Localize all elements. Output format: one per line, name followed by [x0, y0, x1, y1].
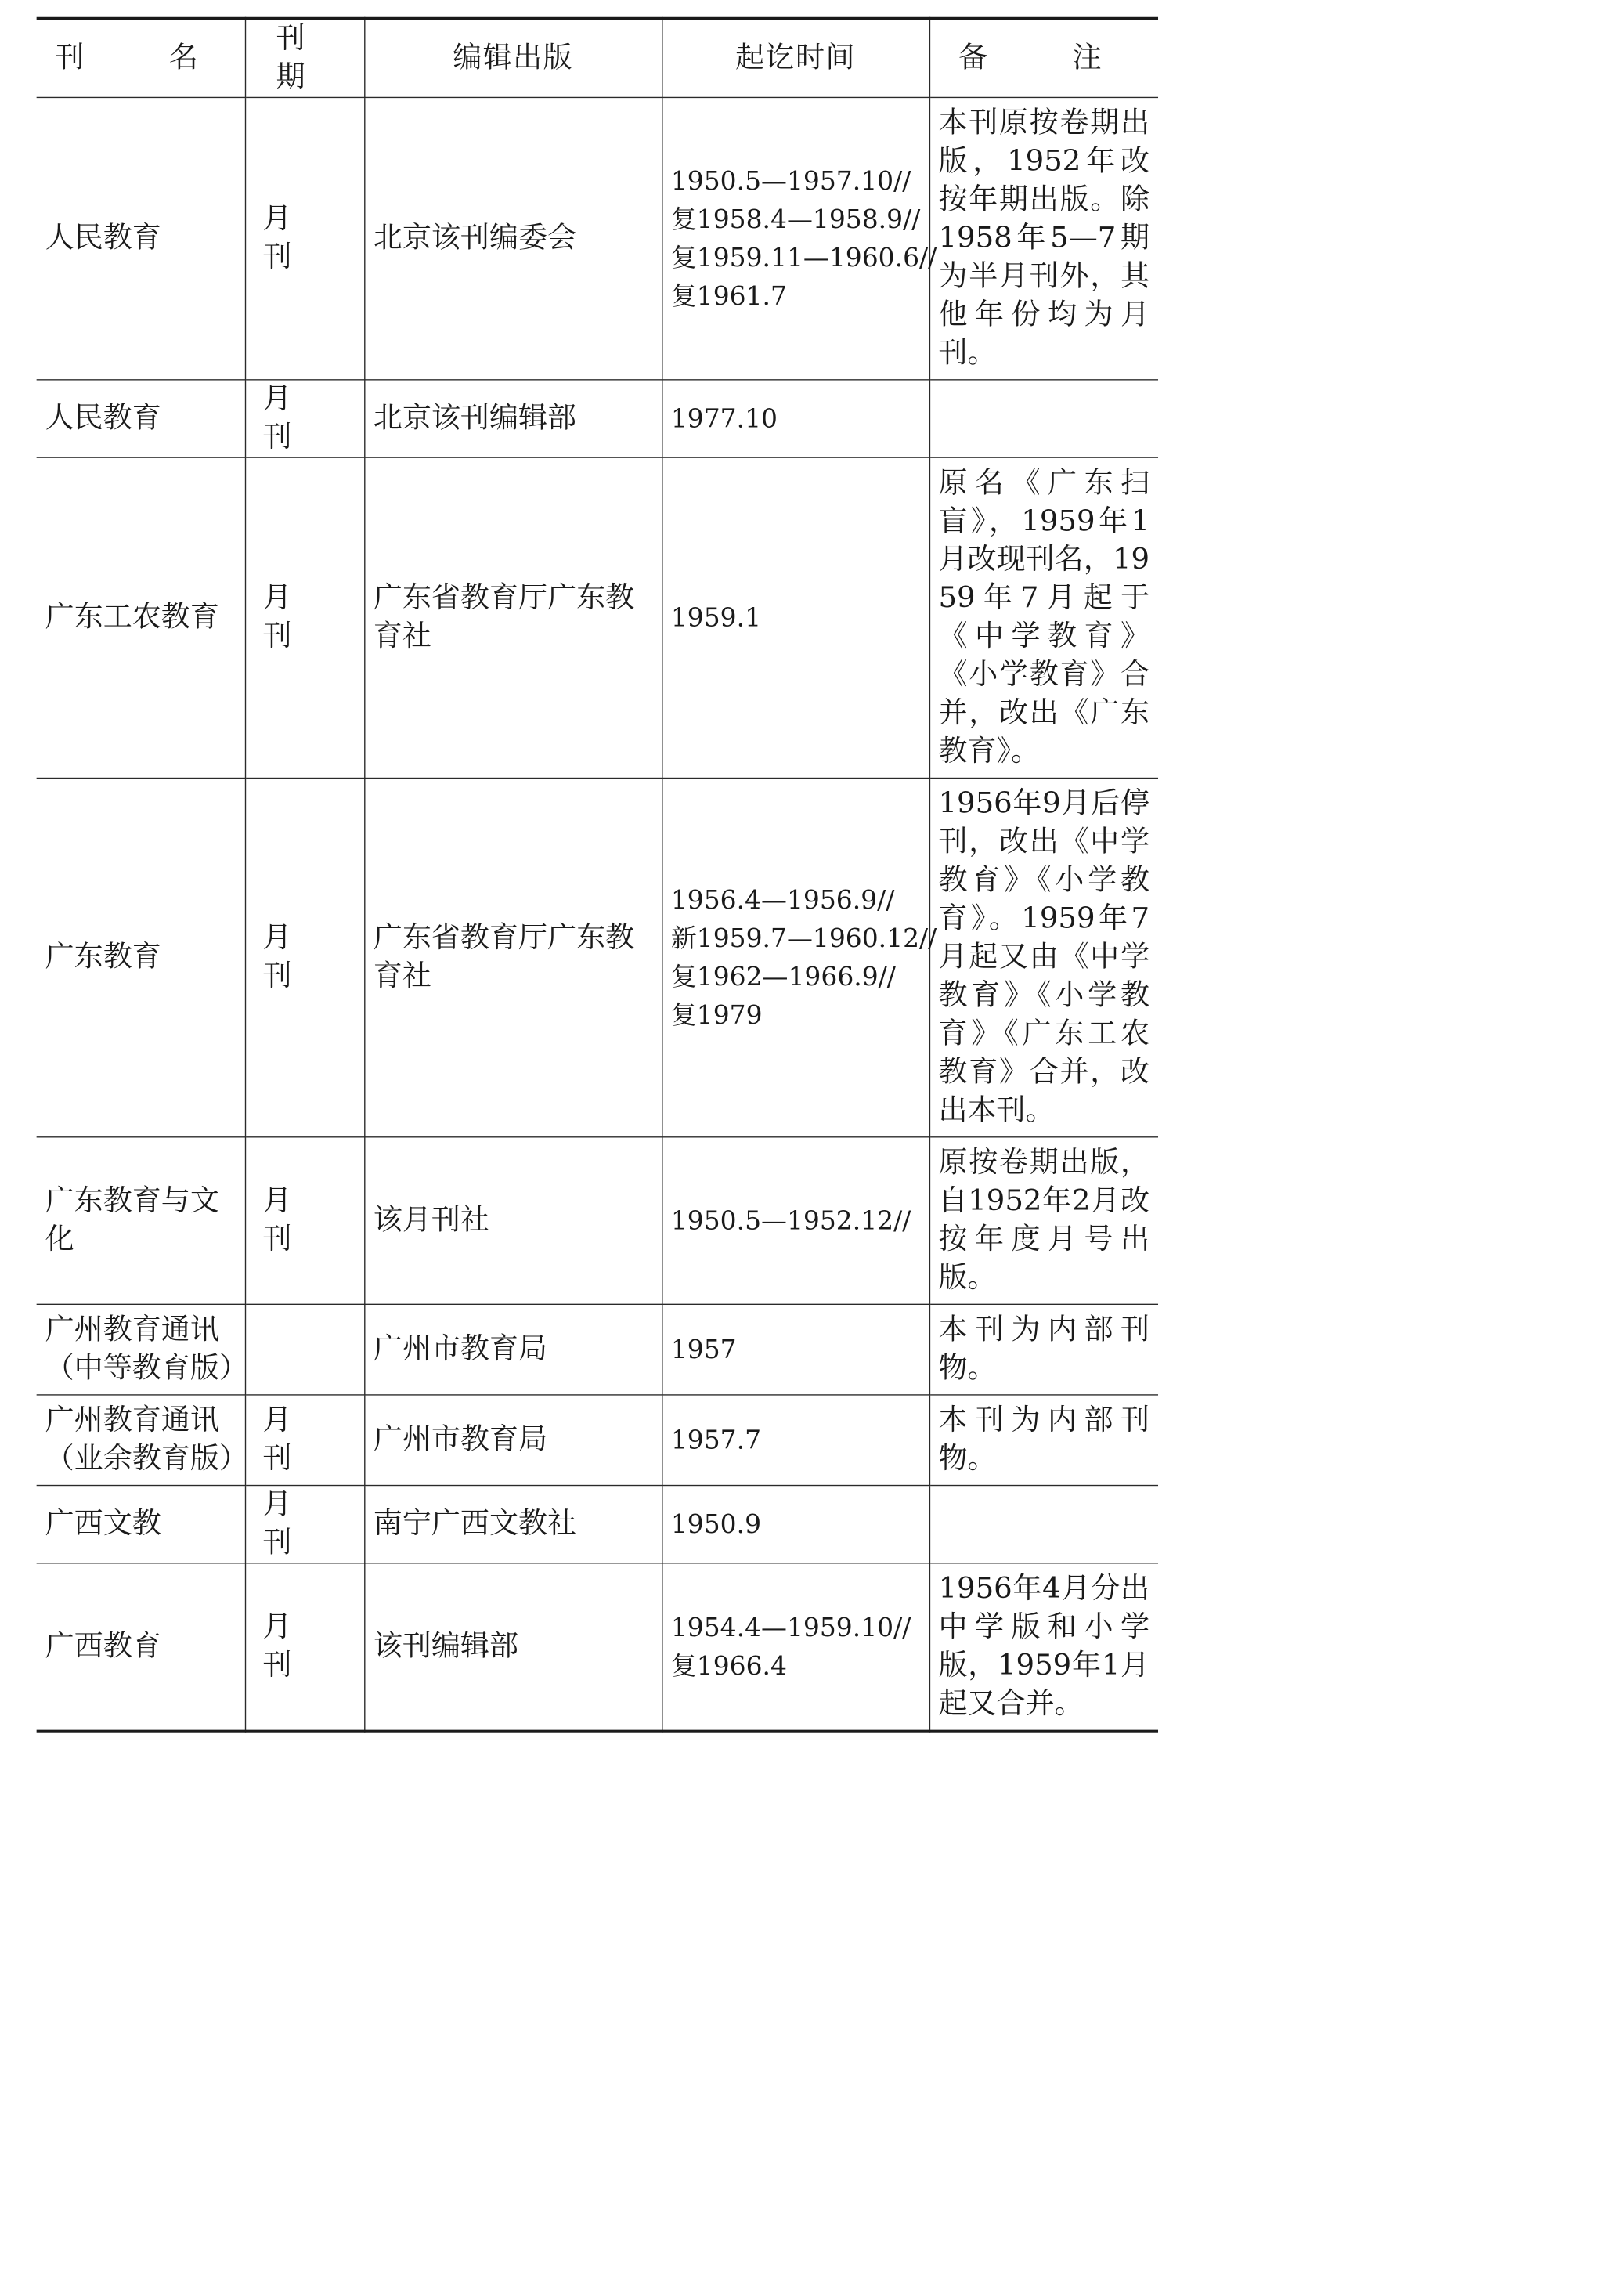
periodicals-table — [37, 17, 1158, 1733]
cell-notes: 原名《广东扫盲》，1959年1月改现刊名，1959年7月起于《中学教育》《小学教育》合并，改出《广东教育》。 — [929, 457, 1158, 778]
cell-date-range — [662, 1304, 929, 1395]
cell-title: 广东教育 — [37, 778, 245, 1136]
table-row — [37, 1304, 1158, 1395]
date-line: 1950.9 — [670, 1509, 762, 1540]
cell-date-range — [662, 1137, 929, 1305]
date-line: 1957.7 — [670, 1425, 762, 1455]
cell-notes: 1956年4月分出中学版和小学版，1959年1月起又合并。 — [929, 1563, 1158, 1732]
date-line: 1950.5—1957.10// — [670, 166, 911, 197]
cell-publisher: 该月刊社 — [364, 1137, 662, 1305]
date-line: 复1962—1966.9// — [670, 962, 896, 992]
table-row — [37, 1486, 1158, 1563]
cell-publisher: 广东省教育厅广东教育社 — [364, 778, 662, 1136]
header-frequency: 刊 期 — [245, 19, 364, 98]
cell-date-range — [662, 380, 929, 457]
cell-publisher: 北京该刊编辑部 — [364, 380, 662, 457]
cell-frequency: 月 刊 — [245, 457, 364, 778]
cell-title: 广西教育 — [37, 1563, 245, 1732]
cell-date-range — [662, 97, 937, 379]
cell-date-range — [662, 1563, 929, 1732]
date-line: 1959.1 — [670, 602, 762, 633]
cell-frequency: 月 刊 — [245, 380, 364, 457]
cell-date-range — [662, 778, 937, 1136]
cell-frequency: 月 刊 — [245, 778, 364, 1136]
cell-title: 广东教育与文化 — [37, 1137, 245, 1305]
cell-frequency — [245, 1304, 364, 1395]
date-line: 新1959.7—1960.12// — [670, 923, 937, 954]
cell-notes — [929, 380, 1158, 457]
cell-frequency: 月 刊 — [245, 1137, 364, 1305]
date-line: 复1966.4 — [670, 1651, 787, 1682]
table-row — [37, 457, 1158, 778]
date-line: 1956.4—1956.9// — [670, 885, 895, 916]
date-line: 复1958.4—1958.9// — [670, 204, 921, 235]
cell-title: 人民教育 — [37, 380, 245, 457]
cell-title: 广州教育通讯（中等教育版） — [37, 1304, 245, 1395]
header-title: 刊 名 — [37, 19, 245, 98]
date-line: 1950.5—1952.12// — [670, 1205, 911, 1236]
cell-notes: 本刊为内部刊物。 — [929, 1395, 1158, 1486]
cell-notes: 本刊原按卷期出版，1952年改按年期出版。除1958年5—7期为半月刊外，其他年份均为月刊。 — [929, 97, 1158, 379]
cell-frequency: 月 刊 — [245, 1395, 364, 1486]
date-line: 1954.4—1959.10// — [670, 1613, 911, 1643]
cell-notes — [929, 1486, 1158, 1563]
cell-notes: 1956年9月后停刊，改出《中学教育》《小学教育》。1959年7月起又由《中学教育》《小学教育》《广东工农教育》合并，改出本刊。 — [929, 778, 1158, 1136]
cell-title: 广西文教 — [37, 1486, 245, 1563]
cell-publisher: 南宁广西文教社 — [364, 1486, 662, 1563]
header-date-range: 起讫时间 — [662, 19, 929, 98]
cell-date-range — [662, 1395, 929, 1486]
date-line: 复1979 — [670, 1000, 763, 1031]
table-row — [37, 778, 1158, 1136]
date-line: 1957 — [670, 1335, 737, 1365]
cell-publisher: 广州市教育局 — [364, 1304, 662, 1395]
cell-publisher: 广东省教育厅广东教育社 — [364, 457, 662, 778]
table-header-row — [37, 19, 1158, 98]
cell-date-range — [662, 457, 929, 778]
date-line: 复1959.11—1960.6// — [670, 243, 937, 273]
cell-frequency: 月 刊 — [245, 97, 364, 379]
header-notes: 备 注 — [929, 19, 1158, 98]
table-row — [37, 97, 1158, 379]
table-row — [37, 1137, 1158, 1305]
cell-publisher: 北京该刊编委会 — [364, 97, 662, 379]
cell-title: 广东工农教育 — [37, 457, 245, 778]
cell-frequency: 月 刊 — [245, 1563, 364, 1732]
cell-date-range — [662, 1486, 929, 1563]
cell-publisher: 广州市教育局 — [364, 1395, 662, 1486]
cell-frequency: 月 刊 — [245, 1486, 364, 1563]
header-publisher: 编辑出版 — [364, 19, 662, 98]
date-line: 复1961.7 — [670, 281, 787, 312]
cell-title: 人民教育 — [37, 97, 245, 379]
table-row — [37, 1563, 1158, 1732]
date-line: 1977.10 — [670, 403, 778, 434]
cell-notes: 本刊为内部刊物。 — [929, 1304, 1158, 1395]
cell-notes: 原按卷期出版，自1952年2月改按年度月号出版。 — [929, 1137, 1158, 1305]
cell-title: 广州教育通讯（业余教育版） — [37, 1395, 245, 1486]
table-row — [37, 1395, 1158, 1486]
cell-publisher: 该刊编辑部 — [364, 1563, 662, 1732]
table-row — [37, 380, 1158, 457]
